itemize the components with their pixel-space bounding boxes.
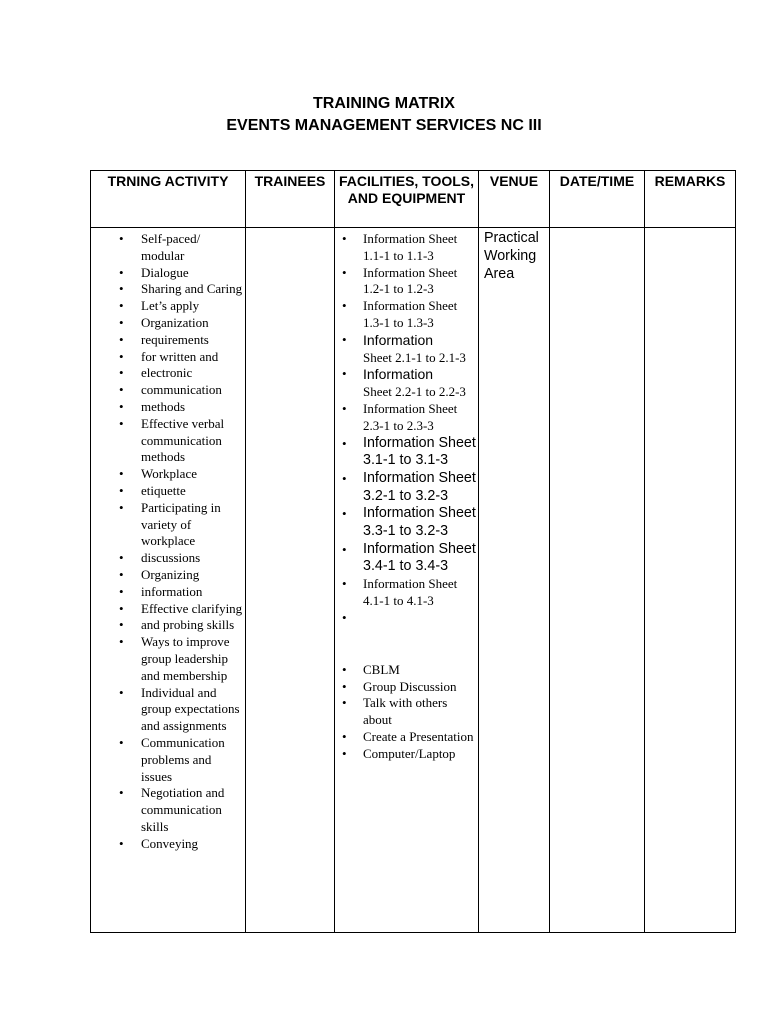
activity-item: • information [91,584,245,601]
activity-item: • Communication problems and issues [91,735,245,785]
column-header-remarks: REMARKS [645,171,736,228]
activity-item: • Conveying [91,836,245,853]
column-header-activity: TRNING ACTIVITY [91,171,246,228]
column-header-venue: VENUE [479,171,550,228]
trainees-cell [246,228,335,933]
activity-item: • electronic [91,365,245,382]
activity-item: • Participating in variety of workplace [91,500,245,550]
activity-list [91,228,245,852]
facility-item-rest: Sheet 2.2-1 to 2.2-3 [363,384,466,400]
table-row [91,228,736,933]
column-header-date-time: DATE/TIME [550,171,645,228]
facility-item: • Information Sheet 2.3-1 to 2.3-3 [335,401,478,435]
facility-item: • CBLM [335,662,478,679]
table-header-row [91,171,736,228]
facility-item [335,366,478,401]
facility-item [335,610,478,662]
facility-item-lead: Information [363,366,434,383]
column-header-facilities: FACILITIES, TOOLS, AND EQUIPMENT [335,171,479,228]
facility-item: • Information Sheet 3.3-1 to 3.2-3 [335,505,478,540]
activity-item: • methods [91,399,245,416]
activity-item: • discussions [91,550,245,567]
activity-item: • for written and [91,349,245,366]
facility-item: • Group Discussion [335,679,478,696]
activity-cell [91,228,246,933]
document-subtitle: EVENTS MANAGEMENT SERVICES NC III [226,117,542,134]
activity-item: • etiquette [91,483,245,500]
activity-item: • Negotiation and communication skills [91,785,245,835]
remarks-cell [645,228,736,933]
activity-item: • Effective verbal communication methods [91,416,245,466]
facility-item: • Computer/Laptop [335,746,478,763]
activity-item: • Sharing and Caring [91,281,245,298]
activity-item: • communication [91,382,245,399]
facility-item: • Information Sheet 3.4-1 to 3.4-3 [335,541,478,576]
facilities-cell [335,228,479,933]
activity-item: • Effective clarifying [91,601,245,618]
facility-item: • Information Sheet 3.1-1 to 3.1-3 [335,435,478,470]
activity-item: • Workplace [91,466,245,483]
facilities-list [335,228,478,763]
activity-item: • Organizing [91,567,245,584]
activity-item: • Dialogue [91,265,245,282]
facility-item: • Create a Presentation [335,729,478,746]
activity-item: • Organization [91,315,245,332]
activity-item: • Individual and group expectations and assignments [91,685,245,735]
activity-item: • Self-paced/ modular [91,231,245,265]
facility-item-lead: Information [363,331,434,348]
date-time-cell [550,228,645,933]
training-matrix-table [90,170,736,933]
facility-item-rest: Sheet 2.1-1 to 2.1-3 [363,349,466,365]
facility-item: • Information Sheet 3.2-1 to 3.2-3 [335,470,478,505]
venue-text: Practical Working Area [484,230,539,282]
document-header [0,93,768,137]
facility-item: • Information Sheet 1.1-1 to 1.1-3 [335,231,478,265]
facility-item: • Talk with others about [335,695,478,729]
activity-item: • requirements [91,332,245,349]
activity-item: • Ways to improve group leadership and membership [91,634,245,684]
facility-item: • Information Sheet 1.2-1 to 1.2-3 [335,265,478,299]
document-title: TRAINING MATRIX [313,95,455,112]
venue-cell [479,228,550,933]
facility-item: • Information Sheet 1.3-1 to 1.3-3 [335,298,478,332]
activity-item: • Let’s apply [91,298,245,315]
facility-item: • Information Sheet 4.1-1 to 4.1-3 [335,576,478,610]
column-header-trainees: TRAINEES [246,171,335,228]
activity-item: • and probing skills [91,617,245,634]
facility-item [335,332,478,367]
